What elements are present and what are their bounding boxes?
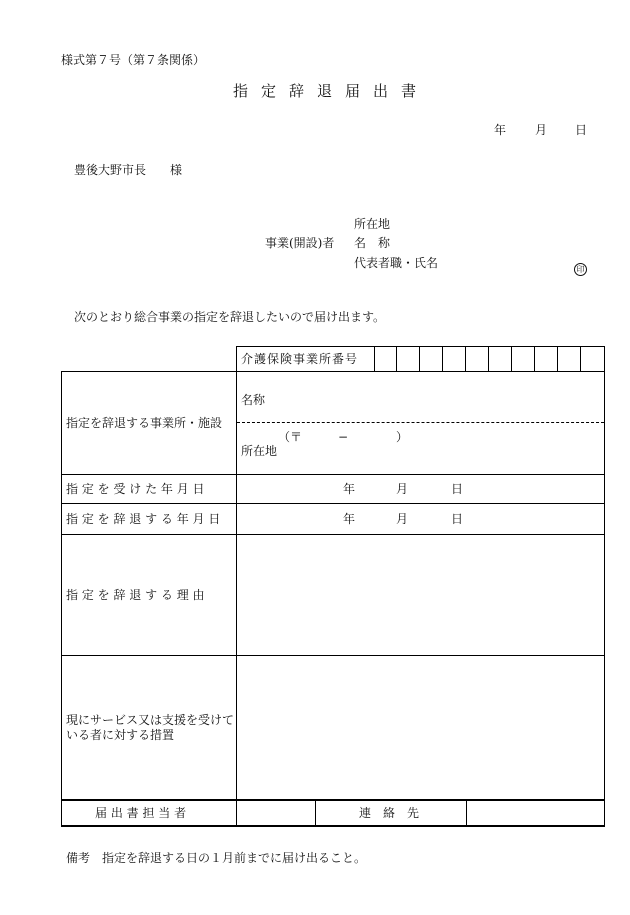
applicant-label: 事業(開設)者 [265, 236, 335, 250]
office-number-label: 介護保険事業所番号 [241, 352, 359, 366]
addressee: 豊後大野市長 様 [74, 163, 183, 177]
withdraw-date-label: 指 定 を 辞 退 す る 年 月 日 [66, 512, 221, 526]
designated-year: 年 [343, 482, 356, 496]
facility-postal: （〒 − ） [278, 430, 409, 444]
facility-address-label: 所在地 [241, 444, 278, 458]
reason-label: 指 定 を 辞 退 す る 理 由 [66, 588, 205, 602]
page-title: 指定辞退届出書 [233, 82, 430, 100]
seal-icon: 印 [574, 263, 587, 276]
date-year: 年 [494, 123, 507, 137]
facility-name-label: 名称 [241, 393, 266, 407]
designated-month: 月 [396, 482, 409, 496]
note: 備考 指定を辞退する日の１月前までに届け出ること。 [66, 851, 367, 865]
withdraw-year: 年 [343, 512, 356, 526]
person-in-charge-label: 届 出 書 担 当 者 [95, 806, 187, 820]
seal-mark [574, 257, 587, 276]
facility-label: 指定を辞退する事業所・施設 [66, 416, 223, 430]
contact-label: 連 絡 先 [359, 806, 420, 820]
form-number: 様式第７号（第７条関係） [61, 53, 206, 67]
date-month: 月 [535, 123, 548, 137]
withdraw-month: 月 [396, 512, 409, 526]
withdraw-day: 日 [451, 512, 464, 526]
body-text: 次のとおり総合事業の指定を辞退したいので届け出ます。 [74, 310, 386, 324]
designated-date-label: 指 定 を 受 け た 年 月 日 [66, 482, 205, 496]
applicant-rep-label: 代表者職・氏名 [354, 256, 439, 270]
designated-day: 日 [451, 482, 464, 496]
applicant-name-label: 名 称 [354, 236, 391, 250]
date-day: 日 [575, 123, 588, 137]
measures-label: 現にサービス又は支援を受けている者に対する措置 [66, 713, 235, 742]
applicant-address-label: 所在地 [354, 217, 391, 231]
